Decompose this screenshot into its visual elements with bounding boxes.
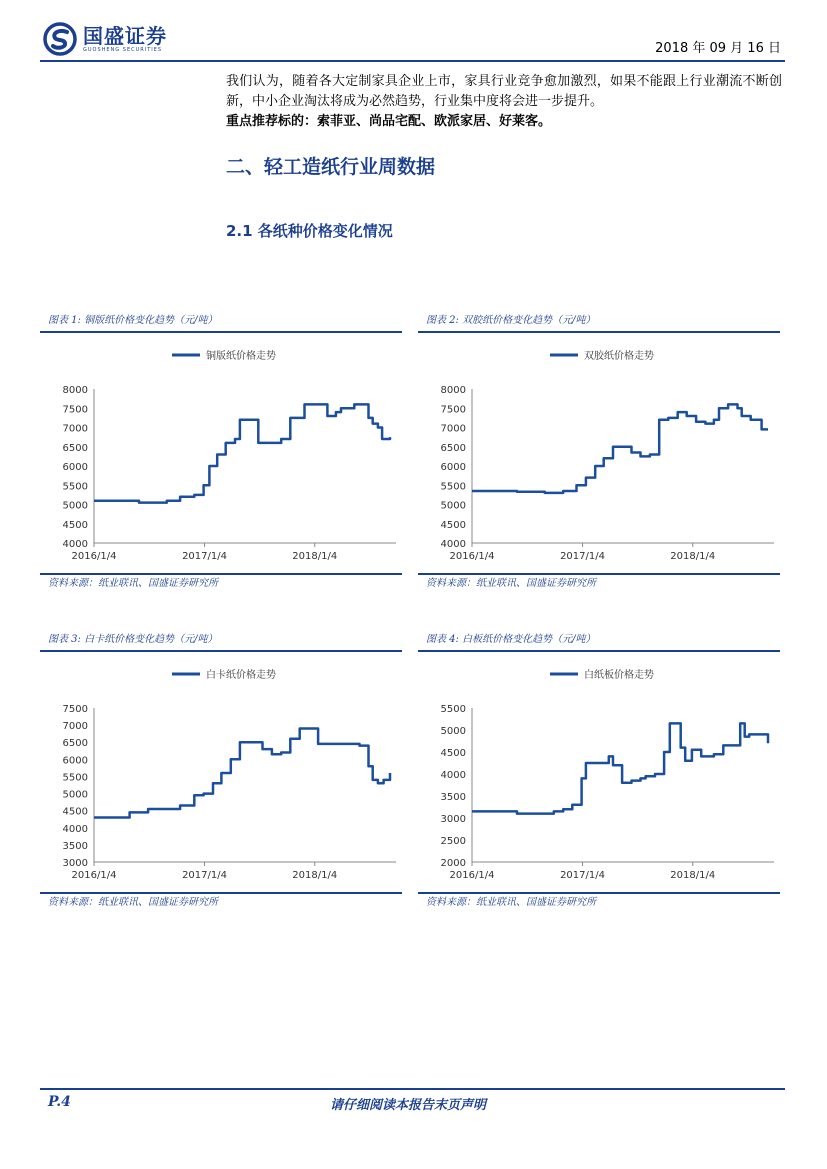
price-line	[472, 723, 768, 813]
x-tick-label: 2017/1/4	[182, 551, 227, 562]
logo-english-name: GUOSHENG SECURITIES	[83, 46, 163, 53]
y-tick-label: 6000	[62, 755, 88, 767]
y-tick-label: 7000	[440, 423, 466, 435]
legend-label: 白纸板价格走势	[584, 670, 654, 681]
x-tick-label: 2018/1/4	[670, 870, 716, 881]
y-tick-label: 5500	[62, 481, 88, 493]
y-tick-label: 7500	[62, 404, 88, 416]
y-tick-label: 5500	[62, 772, 88, 784]
figure-2	[418, 313, 780, 591]
x-tick-label: 2016/1/4	[71, 551, 117, 562]
y-tick-label: 4500	[62, 519, 88, 531]
legend-label: 双胶纸价格走势	[584, 351, 654, 362]
footer-disclaimer: 请仔细阅读本报告末页声明	[330, 1098, 487, 1113]
page-number: P.4	[48, 1094, 71, 1110]
subsection-heading: 2.1 各纸种价格变化情况	[226, 222, 393, 240]
y-tick-label: 6500	[62, 442, 88, 454]
figure-source: 资料来源：纸业联讯、国盛证券研究所	[40, 892, 402, 910]
y-tick-label: 4000	[440, 539, 466, 550]
legend-label: 白卡纸价格走势	[206, 670, 276, 681]
price-line	[472, 404, 768, 493]
recommend-list: 索菲亚、尚品宅配、欧派家居、好莱客。	[317, 114, 552, 129]
y-tick-label: 4500	[440, 748, 466, 759]
x-tick-label: 2018/1/4	[670, 551, 716, 562]
y-tick-label: 2500	[440, 836, 466, 847]
figure-3	[40, 632, 402, 910]
y-tick-label: 4000	[440, 770, 466, 781]
price-line	[94, 729, 390, 818]
y-tick-label: 3500	[440, 792, 466, 803]
y-tick-label: 6500	[440, 442, 466, 454]
x-tick-label: 2016/1/4	[449, 551, 495, 562]
figure-title: 图表 3: 白卡纸价格变化趋势（元/吨）	[40, 632, 402, 652]
x-tick-label: 2017/1/4	[560, 551, 605, 562]
figure-source: 资料来源：纸业联讯、国盛证券研究所	[418, 573, 780, 591]
x-tick-label: 2017/1/4	[182, 870, 227, 881]
figure-title: 图表 2: 双胶纸价格变化趋势（元/吨）	[418, 313, 780, 333]
header-divider	[40, 60, 785, 62]
body-paragraphs	[226, 72, 782, 132]
price-line	[94, 404, 390, 502]
y-tick-label: 3000	[440, 814, 466, 825]
figure-title: 图表 4: 白板纸价格变化趋势（元/吨）	[418, 632, 780, 652]
x-tick-label: 2016/1/4	[71, 870, 117, 881]
legend-label: 铜版纸价格走势	[206, 351, 276, 362]
y-tick-label: 7500	[62, 704, 88, 715]
y-tick-label: 5000	[440, 726, 466, 737]
recommend-label: 重点推荐标的：	[226, 114, 318, 129]
offset-paper-price-chart	[418, 333, 780, 571]
x-tick-label: 2018/1/4	[292, 870, 338, 881]
y-tick-label: 5500	[440, 704, 466, 715]
x-tick-label: 2017/1/4	[560, 870, 605, 881]
y-tick-label: 4000	[62, 539, 88, 550]
y-tick-label: 7000	[62, 423, 88, 435]
section-heading: 二、轻工造纸行业周数据	[226, 156, 436, 178]
y-tick-label: 6000	[440, 462, 466, 473]
conclusion-paragraph: 我们认为，随着各大定制家具企业上市，家具行业竞争愈加激烈，如果不能跟上行业潮流不断创新，中小企业淘汰将成为必然趋势，行业集中度将会进一步提升。	[226, 74, 782, 109]
report-date: 2018 年 09 月 16 日	[655, 41, 781, 56]
y-tick-label: 4000	[62, 823, 88, 835]
y-tick-label: 8000	[62, 385, 88, 396]
y-tick-label: 6500	[62, 738, 88, 750]
y-tick-label: 4500	[440, 519, 466, 531]
white-board-price-chart	[418, 652, 780, 890]
y-tick-label: 5500	[440, 481, 466, 493]
y-tick-label: 5000	[62, 500, 88, 512]
y-tick-label: 7500	[440, 404, 466, 416]
page-header	[40, 20, 785, 64]
figure-source: 资料来源：纸业联讯、国盛证券研究所	[40, 573, 402, 591]
x-tick-label: 2018/1/4	[292, 551, 338, 562]
footer-divider	[40, 1088, 785, 1090]
y-tick-label: 3000	[62, 858, 88, 869]
figure-source: 资料来源：纸业联讯、国盛证券研究所	[418, 892, 780, 910]
y-tick-label: 7000	[62, 721, 88, 733]
company-logo	[43, 22, 167, 56]
logo-chinese-name: 国盛证券	[83, 23, 167, 48]
recommendation-line	[226, 112, 782, 132]
guosheng-logo-icon	[43, 22, 77, 56]
y-tick-label: 5000	[440, 500, 466, 512]
x-tick-label: 2016/1/4	[449, 870, 495, 881]
figure-4	[418, 632, 780, 910]
y-tick-label: 4500	[62, 806, 88, 818]
figure-1	[40, 313, 402, 591]
y-tick-label: 3500	[62, 840, 88, 852]
y-tick-label: 5000	[62, 789, 88, 801]
y-tick-label: 2000	[440, 858, 466, 869]
white-card-price-chart	[40, 652, 402, 890]
figure-title: 图表 1: 铜版纸价格变化趋势（元/吨）	[40, 313, 402, 333]
coated-paper-price-chart	[40, 333, 402, 571]
y-tick-label: 8000	[440, 385, 466, 396]
y-tick-label: 6000	[62, 462, 88, 473]
